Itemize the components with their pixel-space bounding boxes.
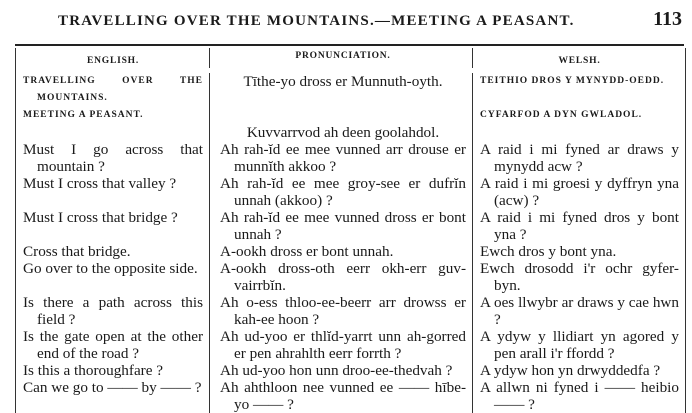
- cell-english: Cross that bridge.: [23, 243, 131, 260]
- cell-pronunciation: Ah ahthloon nee vunned ee —— hībe-yo —— ?: [220, 379, 466, 413]
- running-head: [58, 8, 682, 31]
- table-row-pronunciation: [209, 73, 473, 107]
- column-header-pronunciation: PRONUNCIATION.: [209, 48, 473, 68]
- cell-pronunciation: A-ookh dross-oth eerr okh-err guv-vairrbĭn.: [220, 260, 466, 294]
- table-row-english: [16, 209, 209, 243]
- cell-pronunciation: Kuvvarrvod ah deen goolahdol.: [246, 124, 440, 141]
- page-number: 113: [653, 8, 682, 30]
- column-header-english: ENGLISH.: [86, 56, 140, 66]
- table-row-welsh: [473, 328, 685, 362]
- table-row-pronunciation: [209, 260, 473, 294]
- table-row-welsh: [473, 362, 685, 379]
- cell-welsh: A allwn ni fyned i —— heibio —— ?: [480, 379, 679, 413]
- cell-welsh: A ydyw y llidiart yn agored y pen arall i'r ffordd ?: [480, 328, 679, 362]
- cell-welsh: Ewch drosodd i'r ochr gyfer-byn.: [480, 260, 679, 294]
- cell-welsh: CYFARFOD A DYN GWLADOL.: [480, 110, 643, 120]
- cell-english: Must I cross that bridge ?: [23, 209, 178, 226]
- cell-pronunciation: Tīthe-yo dross er Munnuth-oyth.: [243, 73, 443, 90]
- table-row-english: [16, 328, 209, 362]
- cell-pronunciation: Ah o-ess thloo-ee-beerr arr drowss er kah-ee hoon ?: [220, 294, 466, 328]
- table-row-pronunciation: [209, 328, 473, 362]
- table-row-welsh: [473, 107, 685, 141]
- table-row-english: [16, 260, 209, 294]
- cell-english: Is the gate open at the other end of the road ?: [23, 328, 203, 362]
- cell-pronunciation: Ah rah-ĭd ee mee groy-see er dufrĭn unnah (akkoo) ?: [220, 175, 466, 209]
- cell-welsh: A ydyw hon yn drwyddedfa ?: [480, 362, 661, 379]
- table-row-pronunciation: [209, 362, 473, 379]
- column-header-welsh: WELSH.: [558, 56, 601, 66]
- table-row-pronunciation: [209, 243, 473, 260]
- table-row-english: [16, 175, 209, 209]
- cell-pronunciation: Ah rah-ĭd ee mee vunned dross er bont unnah ?: [220, 209, 466, 243]
- cell-english: Is this a thoroughfare ?: [23, 362, 164, 379]
- table-row-welsh: [473, 73, 685, 107]
- cell-pronunciation: A-ookh dross er bont unnah.: [220, 243, 394, 260]
- table-row-welsh: [473, 209, 685, 243]
- table-row-english: [16, 294, 209, 328]
- cell-english: Go over to the opposite side.: [23, 260, 198, 277]
- table-row-english: [16, 73, 209, 107]
- running-title: TRAVELLING OVER THE MOUNTAINS.—MEETING A PEASANT.: [58, 13, 575, 29]
- table-row-pronunciation: [209, 294, 473, 328]
- table-row-welsh: [473, 260, 685, 294]
- table-row-english: [16, 362, 209, 379]
- table-row-pronunciation: [209, 175, 473, 209]
- cell-english: Can we go to —— by —— ?: [23, 379, 202, 396]
- table-row-pronunciation: [209, 107, 473, 141]
- table-top-rule: [15, 44, 684, 46]
- phrase-table: [15, 48, 686, 413]
- cell-english: TRAVELLING OVER THE MOUNTAINS.: [23, 76, 203, 103]
- table-row-pronunciation: [209, 379, 473, 413]
- cell-english: Must I cross that valley ?: [23, 175, 177, 192]
- table-row-english: [16, 107, 209, 141]
- cell-welsh: TEITHIO DROS Y MYNYDD-OEDD.: [480, 76, 665, 86]
- cell-welsh: A raid i mi fyned dros y bont yna ?: [480, 209, 679, 243]
- table-row-english: [16, 243, 209, 260]
- cell-welsh: A oes llwybr ar draws y cae hwn ?: [480, 294, 679, 328]
- cell-welsh: Ewch dros y bont yna.: [480, 243, 617, 260]
- table-row-pronunciation: [209, 141, 473, 175]
- table-row-welsh: [473, 294, 685, 328]
- cell-pronunciation: Ah rah-ĭd ee mee vunned arr drouse er munnĭth akkoo ?: [220, 141, 466, 175]
- table-row-welsh: [473, 141, 685, 175]
- table-row-welsh: [473, 175, 685, 209]
- cell-english: Must I go across that mountain ?: [23, 141, 203, 175]
- table-row-pronunciation: [209, 209, 473, 243]
- cell-welsh: A raid i mi groesi y dyffryn yna (acw) ?: [480, 175, 679, 209]
- cell-pronunciation: Ah ud-yoo er thlĭd-yarrt unn ah-gorred er pen ahrahlth eerr forrth ?: [220, 328, 466, 362]
- cell-english: Is there a path across this field ?: [23, 294, 203, 328]
- table-row-english: [16, 141, 209, 175]
- table-row-english: [16, 379, 209, 413]
- table-row-welsh: [473, 243, 685, 260]
- cell-welsh: A raid i mi fyned ar draws y mynydd acw ?: [480, 141, 679, 175]
- table-row-welsh: [473, 379, 685, 413]
- cell-pronunciation: Ah ud-yoo hon unn droo-ee-thedvah ?: [220, 362, 453, 379]
- cell-english: MEETING A PEASANT.: [23, 110, 144, 120]
